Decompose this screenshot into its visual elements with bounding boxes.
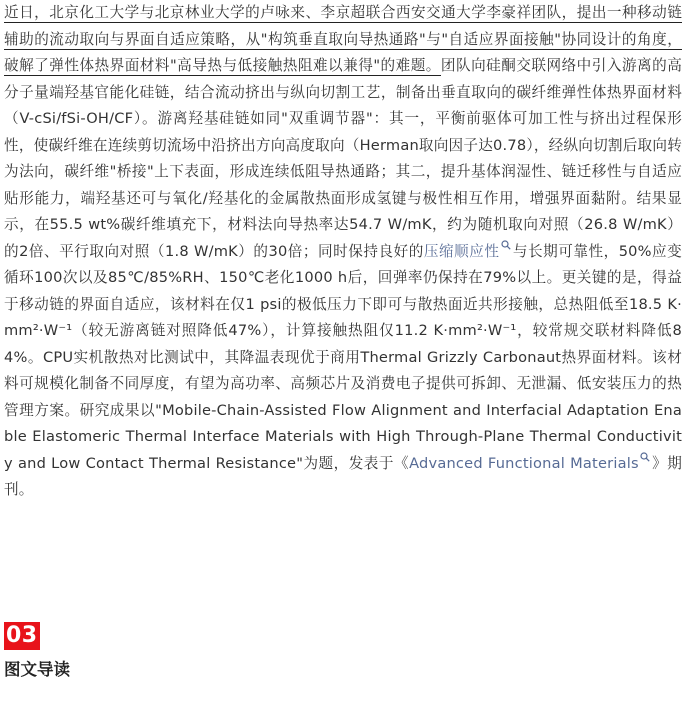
underlined-intro-text: 近日，北京化工大学与北京林业大学的卢咏来、李京超联合西安交通大学李豪祥团队，提出一种移动链辅助的流动取向与界面自适应策略，从"构筑垂直取向导热通路"与"自适应界面接触"协同设计的角度，破解了弹性体热界面材料"高导热与低接触热阻难以兼得"的难题。	[4, 4, 682, 74]
search-link-journal[interactable]	[409, 455, 652, 472]
search-icon[interactable]	[640, 452, 650, 462]
search-link-label[interactable]: 压缩顺应性	[423, 242, 500, 260]
search-link-compression-compliance[interactable]	[424, 243, 513, 260]
section-number-badge: 03	[6, 623, 38, 648]
section-header	[4, 622, 70, 679]
body-text-2: 与长期可靠性，50%应变循环100次以及85℃/85%RH、150℃老化1000 h后，回弹率仍保持在79%以上。更关键的是，得益于移动链的界面自适应，该材料在仅1 psi的极低压力下即可与散热面近共形接触，总热阻低至18.5 K·mm²·W⁻¹（较无游离链对照降低47%），计算接触热阻仅11.2 K·mm²·W⁻¹，较常规交联材料降低84%。CPU实机散热对比测试中，其降温表现优于商用Thermal Grizzly Carbonaut热界面材料。该材料可规模化制备不同厚度，有望为高功率、高频芯片及消费电子提供可拆卸、无泄漏、低安装压力的热管理方案。研究成果以"Mobile-Chain-Assisted Flow Alignment and Interfacial Adaptation Enable Elastomeric Thermal Interface Materials with High Through-Plane Thermal Conductivity and Low Contact Thermal Resistance"为题，发表于《	[4, 242, 682, 472]
search-icon[interactable]	[501, 240, 511, 250]
section-title: 图文导读	[4, 660, 70, 679]
journal-link-label[interactable]: Advanced Functional Materials	[409, 454, 639, 472]
body-text-3: 》期刊。	[4, 454, 683, 498]
article-paragraph	[4, 0, 682, 504]
body-text-1: 团队向硅酮交联网络中引入游离的高分子量端羟基官能化硅链，结合流动挤出与纵向切割工艺，制备出垂直取向的碳纤维弹性体热界面材料（V-cSi/fSi-OH/CF）。游离羟基硅链如同"双重调节器"：其一，平衡前驱体可加工性与挤出过程保形性，使碳纤维在连续剪切流场中沿挤出方向高度取向（Herman取向因子达0.78），经纵向切割后取向转为法向，碳纤维"桥接"上下表面，形成连续低阻导热通路；其二，提升基体润湿性、链迁移性与自适应贴形能力，端羟基还可与氧化/羟基化的金属散热面形成氢键与极性相互作用，增强界面黏附。结果显示，在55.5 wt%碳纤维填充下，材料法向导热率达54.7 W/mK，约为随机取向对照（26.8 W/mK）的2倍、平行取向对照（1.8 W/mK）的30倍；同时保持良好的	[4, 57, 683, 260]
article-body	[4, 0, 682, 504]
